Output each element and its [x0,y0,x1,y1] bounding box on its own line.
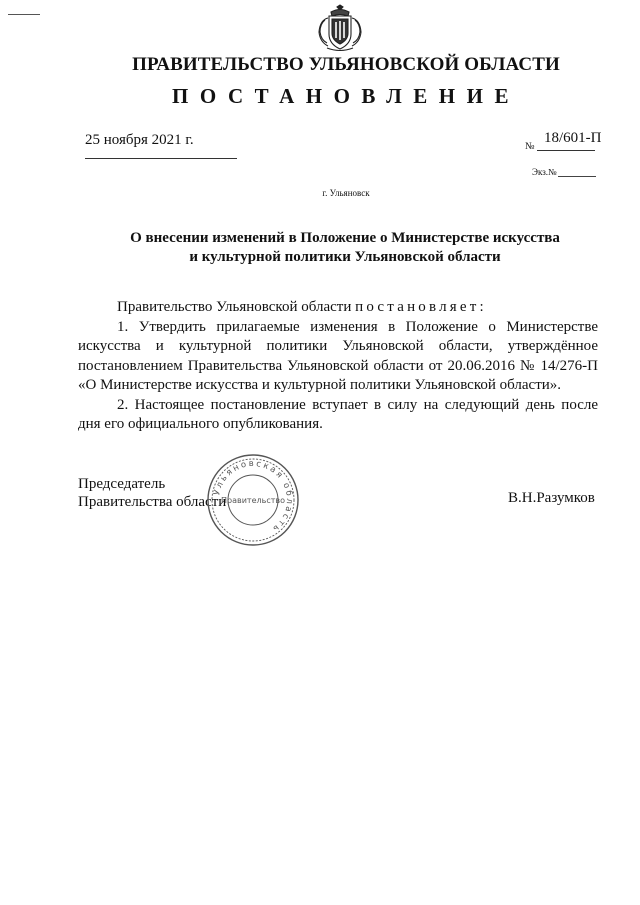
position-line-2: Правительства области [78,494,227,510]
item-1: 1. Утвердить прилагаемые изменения в Положение о Министерстве искусства и культурной политики Ульяновской области, утверждённое постановлением Правительства Ульяновской области от 20.06.2016 № 14/276-П «О Министерстве искусства и культурной политики Ульяновской области». [78,318,598,393]
copy-number-label: Экз.№ [532,167,557,177]
coat-of-arms-icon [307,4,373,52]
number-underline [537,150,595,151]
date-underline [85,158,237,159]
document-body [78,298,598,435]
position-line-1: Председатель [78,476,166,492]
preamble [78,298,598,318]
preamble-lead: Правительство Ульяновской области [117,299,352,315]
subject-line-1: О внесении изменений в Положение о Министерстве искусства [130,230,560,246]
signatory-name: В.Н.Разумков [508,490,595,506]
document-number: 18/601-П [544,130,602,146]
number-sign: № [525,141,535,152]
organization-title: ПРАВИТЕЛЬСТВО УЛЬЯНОВСКОЙ ОБЛАСТИ [132,54,560,75]
document-date: 25 ноября 2021 г. [85,132,194,148]
document-subject [100,229,590,267]
corner-mark [8,14,40,15]
subject-line-2: и культурной политики Ульяновской области [189,249,501,265]
seal-ring-text: Ульяновская область [212,458,295,535]
copy-number-underline [558,176,596,177]
item-2: 2. Настоящее постановление вступает в силу на следующий день после дня его официального опубликования. [78,396,598,432]
seal-center-text: Правительство [221,496,285,505]
preamble-verb: постановляет: [355,299,487,315]
city: г. Ульяновск [322,188,370,198]
official-seal-stamp [205,452,301,548]
document-type: ПОСТАНОВЛЕНИЕ [172,84,520,108]
